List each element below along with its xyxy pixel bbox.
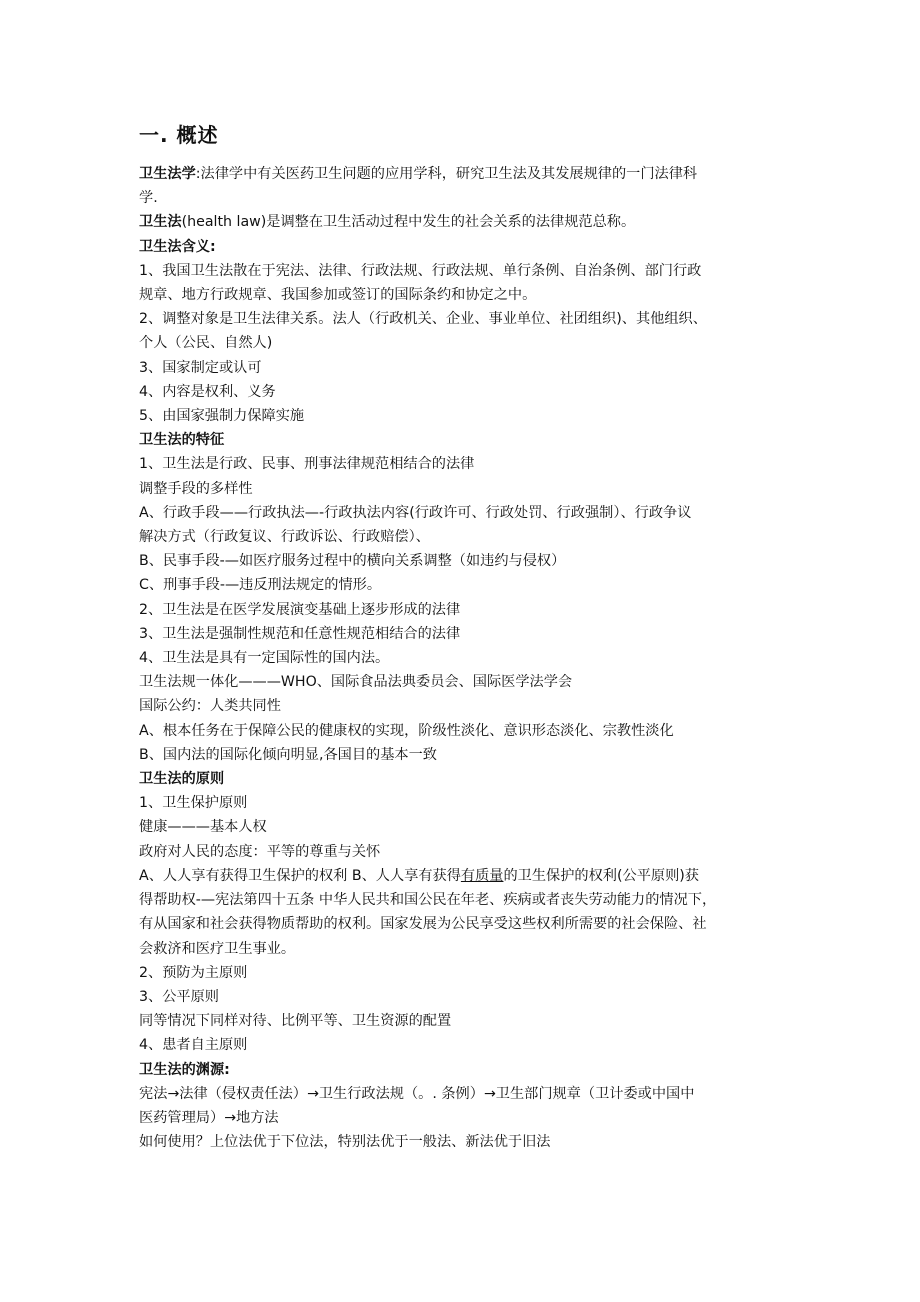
text-line: 2、预防为主原则 xyxy=(139,964,248,981)
text-line: A、根本任务在于保障公民的健康权的实现，阶级性淡化、意识形态淡化、宗教性淡化 xyxy=(139,722,674,739)
text-line: 5、由国家强制力保障实施 xyxy=(139,408,305,425)
text-line: 会救济和医疗卫生事业。 xyxy=(139,940,296,957)
heading-meaning: 卫生法含义: xyxy=(139,238,216,255)
term: 卫生法学 xyxy=(139,166,196,182)
text-line: 国际公约：人类共同性 xyxy=(139,698,281,715)
text-span: 的卫生保护的权利(公平原则)获 xyxy=(503,867,699,884)
text-line: 1、我国卫生法散在于宪法、法律、行政法规、行政法规、单行条例、自治条例、部门行政 xyxy=(139,262,702,279)
text-line: 规章、地方行政规章、我国参加或签订的国际条约和协定之中。 xyxy=(139,287,537,304)
heading-principles: 卫生法的原则 xyxy=(139,771,225,788)
text-line: 健康———基本人权 xyxy=(139,819,267,836)
definition-text: :法律学中有关医药卫生问题的应用学科，研究卫生法及其发展规律的一门法律科 xyxy=(195,166,698,182)
text-line: 调整手段的多样性 xyxy=(139,480,253,497)
text-line: 解决方式（行政复议、行政诉讼、行政赔偿）、 xyxy=(139,529,430,546)
text-line: 同等情况下同样对待、比例平等、卫生资源的配置 xyxy=(139,1013,452,1030)
text-line: 4、患者自主原则 xyxy=(139,1037,248,1054)
text-line: 个人（公民、自然人) xyxy=(139,335,273,352)
text-line: 如何使用？上位法优于下位法，特别法优于一般法、新法优于旧法 xyxy=(139,1134,551,1151)
section-title: 一. 概述 xyxy=(139,123,219,147)
text-line: 3、卫生法是强制性规范和任意性规范相结合的法律 xyxy=(139,625,461,642)
definition-text: (health law)是调整在卫生活动过程中发生的社会关系的法律规范总称。 xyxy=(181,214,636,231)
underlined-text: 有质量 xyxy=(460,867,504,884)
text-line: 得帮助权-—宪法第四十五条 中华人民共和国公民在年老、疾病或者丧失劳动能力的情况下， xyxy=(139,892,717,909)
text-line: 卫生法规一体化———WHO、国际食品法典委员会、国际医学法学会 xyxy=(139,674,573,691)
text-line: 3、公平原则 xyxy=(139,988,219,1005)
document-page xyxy=(139,120,789,1154)
text-line: 宪法→法律（侵权责任法）→卫生行政法规（。. 条例）→卫生部门规章（卫计委或中国中 xyxy=(139,1085,695,1102)
text-line: A、行政手段——行政执法—-行政执法内容(行政许可、行政处罚、行政强制）、行政争议 xyxy=(139,504,692,521)
text-line: 医药管理局）→地方法 xyxy=(139,1109,279,1126)
text-line: 2、调整对象是卫生法律关系。法人（行政机关、企业、事业单位、社团组织)、其他组织、 xyxy=(139,311,707,328)
text-span: A、人人享有获得卫生保护的权利 B、人人享有获得 xyxy=(139,867,461,884)
text-line: 2、卫生法是在医学发展演变基础上逐步形成的法律 xyxy=(139,601,461,618)
text-line: 1、卫生法是行政、民事、刑事法律规范相结合的法律 xyxy=(139,456,475,473)
term: 卫生法 xyxy=(139,214,182,231)
definition-continuation: 学. xyxy=(139,190,158,207)
text-line: C、刑事手段-—违反刑法规定的情形。 xyxy=(139,577,382,594)
text-line: 4、卫生法是具有一定国际性的国内法。 xyxy=(139,650,390,667)
text-line: 有从国家和社会获得物质帮助的权利。国家发展为公民享受这些权利所需要的社会保险、社 xyxy=(139,916,707,933)
text-line: B、民事手段-—如医疗服务过程中的横向关系调整（如违约与侵权） xyxy=(139,553,566,570)
text-line: 政府对人民的态度：平等的尊重与关怀 xyxy=(139,843,381,860)
definition-health-jurisprudence xyxy=(139,162,789,186)
definition-health-law xyxy=(139,210,789,234)
text-line: 1、卫生保护原则 xyxy=(139,795,248,812)
text-line xyxy=(139,864,789,888)
text-line: 4、内容是权利、义务 xyxy=(139,383,276,400)
text-line: 3、国家制定或认可 xyxy=(139,359,262,376)
heading-features: 卫生法的特征 xyxy=(139,432,225,449)
text-line: B、国内法的国际化倾向明显,各国目的基本一致 xyxy=(139,746,437,763)
heading-sources: 卫生法的渊源: xyxy=(139,1061,230,1078)
